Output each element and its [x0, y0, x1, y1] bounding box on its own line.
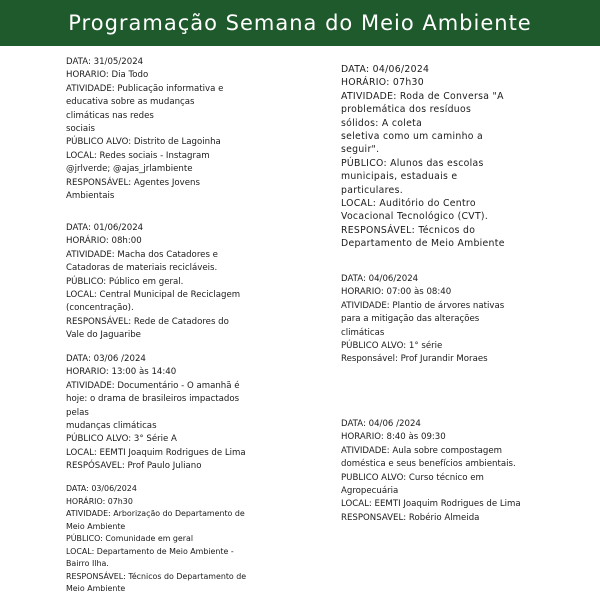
event-block-4 [66, 483, 296, 596]
event-line: HORARIO: 07:00 às 08:40 [341, 287, 452, 298]
event-line: RESPONSÁVEL: Agentes Jovens [66, 177, 200, 188]
event-line: (concentração). [66, 303, 134, 314]
event-line: mudanças climáticas [66, 421, 157, 432]
event-line: seguir". [341, 144, 380, 156]
event-line: LOCAL: Redes sociais - Instagram [66, 150, 210, 161]
event-line: Vocacional Tecnológico (CVT). [341, 211, 489, 223]
page-title: Programação Semana do Meio Ambiente [0, 0, 600, 46]
event-line: ATIVIDADE: Publicação informativa e [66, 83, 224, 94]
event-line: Departamento de Meio Ambiente [341, 238, 505, 250]
event-line: ATIVIDADE: Aula sobre compostagem [341, 445, 502, 456]
event-line: Agropecuária [341, 486, 399, 497]
event-line: LOCAL: Central Municipal de Reciclagem [66, 290, 241, 301]
event-line: DATA: 03/06/2024 [66, 484, 137, 493]
event-line: RESPONSÁVEL: Técnicos do Departamento de [66, 571, 247, 581]
event-line: particulares. [341, 184, 403, 196]
event-line: HORÁRIO: 08h:00 [66, 236, 142, 247]
event-line: PÚBLICO: Alunos das escolas [341, 157, 484, 169]
event-line: LOCAL: Auditório do Centro [341, 198, 476, 210]
event-line: Bairro Ilha. [66, 559, 109, 568]
event-line: pelas [66, 407, 89, 418]
event-line: HORARIO: 13:00 às 14:40 [66, 367, 177, 378]
event-line: ATIVIDADE: Documentário - O amanhã é [66, 380, 240, 391]
event-line: PÚBLICO: Comunidade em geral [66, 534, 194, 543]
event-line: educativa sobre as mudanças [66, 97, 195, 108]
event-line: @jrlverde; @ajas_jrlambiente [66, 164, 193, 175]
event-line: sólidos: A coleta [341, 117, 423, 129]
event-line: PÚBLICO ALVO: 3° Série A [66, 434, 177, 445]
event-line: hoje: o drama de brasileiros impactados [66, 394, 240, 405]
event-block-7 [341, 418, 571, 525]
event-line: Meio Ambiente [66, 521, 126, 531]
event-line: municipais, estaduais e [341, 171, 458, 183]
event-line: DATA: 04/06/2024 [341, 64, 430, 75]
event-line: LOCAL: Departamento de Meio Ambiente - [66, 546, 234, 556]
event-line: para a mitigação das alterações [341, 314, 480, 325]
event-line: Responsável: Prof Jurandir Moraes [341, 354, 488, 365]
event-line: RESPÓSAVEL: Prof Paulo Juliano [66, 461, 202, 472]
event-line: seletiva como um caminho a [341, 131, 484, 143]
event-line: ATIVIDADE: Plantio de árvores nativas [341, 300, 505, 311]
event-line: HORARIO: Dia Todo [66, 70, 149, 81]
event-block-2 [66, 222, 296, 343]
event-line: DATA: 03/06 /2024 [66, 354, 146, 364]
event-line: ATIVIDADE: Arborização do Departamento de [66, 509, 245, 518]
event-line: climáticas [341, 327, 385, 338]
event-line: DATA: 04/06/2024 [341, 274, 419, 284]
event-line: RESPONSAVEL: Robério Almeida [341, 512, 480, 523]
event-line: problemática dos resíduos [341, 104, 472, 116]
event-line: RESPONSÁVEL: Técnicos do [341, 224, 476, 236]
event-line: PÚBLICO: Público em geral. [66, 276, 184, 287]
event-line: ATIVIDADE: Roda de Conversa "A [341, 90, 504, 102]
event-line: ATIVIDADE: Macha dos Catadores e [66, 249, 218, 260]
event-line: Vale do Jaguaribe [66, 330, 141, 341]
event-line: HORARIO: 8:40 às 09:30 [341, 432, 446, 443]
event-line: DATA: 31/05/2024 [66, 57, 144, 67]
event-line: doméstica e seus benefícios ambientais. [341, 459, 516, 470]
event-block-1 [66, 56, 296, 203]
event-line: climáticas nas redes [66, 110, 154, 121]
event-line: DATA: 01/06/2024 [66, 223, 144, 233]
event-line: PUBLICO ALVO: Curso técnico em [341, 472, 484, 483]
event-line: LOCAL: EEMTI Joaquim Rodrigues de Lima [66, 447, 246, 458]
event-block-3 [66, 353, 296, 474]
event-line: PÚBLICO ALVO: 1° série [341, 341, 443, 352]
event-line: HORÁRIO: 07h30 [66, 496, 133, 506]
event-line: RESPONSÁVEL: Rede de Catadores do [66, 316, 229, 327]
event-line: LOCAL: EEMTI Joaquim Rodrigues de Lima [341, 499, 521, 510]
event-line: Catadoras de materiais recicláveis. [66, 263, 218, 274]
event-line: HORÁRIO: 07h30 [341, 77, 424, 89]
event-line: Ambientais [66, 191, 115, 202]
event-line: Meio Ambiente [66, 584, 126, 593]
event-line: PÚBLICO ALVO: Distrito de Lagoinha [66, 137, 221, 148]
event-line: sociais [66, 124, 95, 135]
event-block-6 [341, 273, 571, 367]
event-block-5 [341, 63, 571, 251]
event-line: DATA: 04/06 /2024 [341, 419, 421, 429]
